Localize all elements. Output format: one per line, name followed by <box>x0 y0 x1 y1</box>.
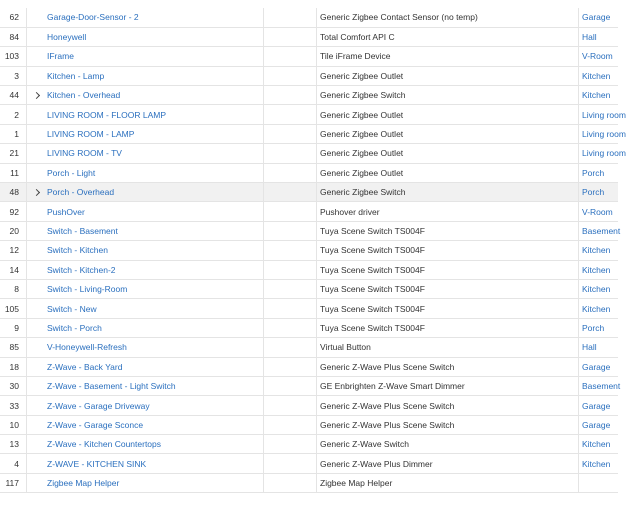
empty-cell <box>264 66 317 85</box>
device-id-cell <box>0 27 27 46</box>
device-type: Generic Zigbee Switch <box>320 187 406 198</box>
device-type: Generic Zigbee Outlet <box>320 109 404 120</box>
device-type-cell <box>317 221 579 240</box>
device-type: GE Enbrighten Z-Wave Smart Dimmer <box>320 381 465 392</box>
device-name-link[interactable]: Z-Wave - Garage Driveway <box>47 400 150 411</box>
empty-cell <box>264 338 317 357</box>
empty-cell <box>264 86 317 105</box>
device-room-cell <box>579 415 619 434</box>
empty-cell <box>264 299 317 318</box>
device-id: 62 <box>9 12 19 23</box>
device-id: 8 <box>14 284 19 295</box>
table-row[interactable] <box>0 144 618 163</box>
expand-cell <box>27 144 48 163</box>
device-id-cell <box>0 105 27 124</box>
device-id: 13 <box>9 439 19 450</box>
device-type-cell <box>317 318 579 337</box>
device-name-link[interactable]: Porch - Light <box>47 167 96 178</box>
device-room-link[interactable]: Porch <box>582 167 605 178</box>
device-id: 103 <box>4 51 19 62</box>
device-type-cell <box>317 376 579 395</box>
device-name-link[interactable]: LIVING ROOM - TV <box>47 148 122 159</box>
device-room-link[interactable]: Garage <box>582 419 611 430</box>
device-name-cell <box>47 454 264 473</box>
device-name-link[interactable]: Z-Wave - Basement - Light Switch <box>47 381 176 392</box>
device-id: 84 <box>9 32 19 43</box>
table-row[interactable] <box>0 124 618 143</box>
expand-cell <box>27 8 48 27</box>
device-id-cell <box>0 86 27 105</box>
device-name-link[interactable]: Zigbee Map Helper <box>47 478 120 489</box>
device-name-link[interactable]: LIVING ROOM - FLOOR LAMP <box>47 109 167 120</box>
device-name-link[interactable]: Switch - Basement <box>47 225 118 236</box>
empty-cell <box>264 318 317 337</box>
device-room-cell <box>579 279 619 298</box>
device-id-cell <box>0 396 27 415</box>
device-type: Generic Zigbee Contact Sensor (no temp) <box>320 12 478 23</box>
device-type-cell <box>317 105 579 124</box>
device-id-cell <box>0 66 27 85</box>
empty-cell <box>264 144 317 163</box>
device-type-cell <box>317 454 579 473</box>
expand-cell[interactable] <box>27 183 48 202</box>
device-name-cell <box>47 8 264 27</box>
device-type-cell <box>317 8 579 27</box>
device-room-cell <box>579 396 619 415</box>
device-room-cell <box>579 27 619 46</box>
table-row[interactable] <box>0 260 618 279</box>
expand-cell <box>27 221 48 240</box>
empty-cell <box>264 376 317 395</box>
expand-cell <box>27 454 48 473</box>
device-name-link[interactable]: Z-WAVE - KITCHEN SINK <box>47 458 147 469</box>
device-type-cell <box>317 357 579 376</box>
device-type-cell <box>317 435 579 454</box>
device-room-cell <box>579 8 619 27</box>
device-room-cell <box>579 318 619 337</box>
device-name-cell <box>47 376 264 395</box>
device-id-cell <box>0 415 27 434</box>
device-id-cell <box>0 318 27 337</box>
empty-cell <box>264 279 317 298</box>
device-type: Generic Z-Wave Plus Scene Switch <box>320 400 455 411</box>
device-room-link[interactable]: Garage <box>582 400 611 411</box>
device-name-cell <box>47 435 264 454</box>
device-name-link[interactable]: Kitchen - Overhead <box>47 90 121 101</box>
device-type-cell <box>317 47 579 66</box>
device-room-cell <box>579 357 619 376</box>
device-room-cell <box>579 66 619 85</box>
device-room-cell <box>579 241 619 260</box>
device-name-cell <box>47 221 264 240</box>
device-room-cell <box>579 105 626 124</box>
device-room-link[interactable]: Kitchen <box>582 90 611 101</box>
device-type: Generic Zigbee Outlet <box>320 129 404 140</box>
device-room-cell <box>579 202 619 221</box>
table-row[interactable] <box>0 473 618 492</box>
device-room-cell <box>579 473 619 492</box>
empty-cell <box>264 183 317 202</box>
device-name-link[interactable]: Porch - Overhead <box>47 187 115 198</box>
empty-cell <box>264 124 317 143</box>
device-room-link[interactable]: Living room <box>582 109 626 120</box>
device-type: Tuya Scene Switch TS004F <box>320 284 425 295</box>
device-type-cell <box>317 66 579 85</box>
expand-cell <box>27 47 48 66</box>
device-name-cell <box>47 415 264 434</box>
devices-table <box>0 8 626 493</box>
device-room-cell <box>579 47 619 66</box>
device-room-link[interactable]: Basement <box>582 381 621 392</box>
device-id-cell <box>0 357 27 376</box>
device-room-link[interactable]: Kitchen <box>582 303 611 314</box>
device-name-link[interactable]: LIVING ROOM - LAMP <box>47 129 135 140</box>
device-name-cell <box>47 86 264 105</box>
device-name-cell <box>47 202 264 221</box>
device-name-cell <box>47 47 264 66</box>
device-room-cell <box>579 435 619 454</box>
device-name-link[interactable]: Z-Wave - Back Yard <box>47 361 123 372</box>
empty-cell <box>264 260 317 279</box>
empty-cell <box>264 27 317 46</box>
table-row[interactable] <box>0 454 618 473</box>
device-name-link[interactable]: Z-Wave - Kitchen Countertops <box>47 439 162 450</box>
device-name-link[interactable]: Kitchen - Lamp <box>47 70 105 81</box>
device-name-link[interactable]: Switch - New <box>47 303 97 314</box>
table-row[interactable] <box>0 183 618 202</box>
device-id: 44 <box>9 90 19 101</box>
table-row[interactable] <box>0 8 618 27</box>
device-id: 117 <box>5 478 19 489</box>
table-row[interactable] <box>0 376 618 395</box>
device-name-cell <box>47 105 264 124</box>
device-room-link[interactable]: Living room <box>582 148 626 159</box>
table-row[interactable] <box>0 66 618 85</box>
device-room-link[interactable]: Kitchen <box>582 70 611 81</box>
device-type-cell <box>317 338 579 357</box>
device-room-cell <box>579 163 619 182</box>
device-type: Pushover driver <box>320 206 380 217</box>
device-type-cell <box>317 396 579 415</box>
device-name-link[interactable]: Switch - Living-Room <box>47 284 128 295</box>
device-id: 12 <box>9 245 19 256</box>
device-name-cell <box>47 279 264 298</box>
device-type: Tuya Scene Switch TS004F <box>320 303 425 314</box>
device-id-cell <box>0 279 27 298</box>
device-room-link[interactable]: Kitchen <box>582 458 611 469</box>
device-type-cell <box>317 86 579 105</box>
device-id: 92 <box>9 206 19 217</box>
device-room-link[interactable]: Kitchen <box>582 439 611 450</box>
expand-cell <box>27 279 48 298</box>
device-type: Generic Zigbee Outlet <box>320 148 404 159</box>
device-id: 3 <box>14 70 19 81</box>
device-id: 14 <box>9 264 19 275</box>
device-room-link[interactable]: Porch <box>582 187 605 198</box>
device-name-cell <box>47 241 264 260</box>
device-type-cell <box>317 299 579 318</box>
device-id-cell <box>0 435 27 454</box>
device-id-cell <box>0 338 27 357</box>
device-name-link[interactable]: Switch - Kitchen <box>47 245 108 256</box>
device-name-cell <box>47 144 264 163</box>
table-row[interactable] <box>0 396 618 415</box>
table-row[interactable] <box>0 202 618 221</box>
empty-cell <box>264 202 317 221</box>
device-name-cell <box>47 163 264 182</box>
device-room-link[interactable]: Garage <box>582 12 611 23</box>
empty-cell <box>264 221 317 240</box>
table-row[interactable] <box>0 163 618 182</box>
device-id-cell <box>0 221 27 240</box>
table-row[interactable] <box>0 338 618 357</box>
expand-cell <box>27 299 48 318</box>
table-row[interactable] <box>0 357 618 376</box>
device-id-cell <box>0 299 27 318</box>
devices-table-body <box>0 8 626 493</box>
device-type: Total Comfort API C <box>320 32 395 43</box>
device-room-link[interactable]: Living room <box>582 129 626 140</box>
empty-cell <box>264 163 317 182</box>
device-type: Generic Z-Wave Plus Dimmer <box>320 458 433 469</box>
device-type: Tuya Scene Switch TS004F <box>320 225 425 236</box>
expand-cell <box>27 260 48 279</box>
table-row[interactable] <box>0 47 618 66</box>
device-type: Virtual Button <box>320 342 371 353</box>
device-type-cell <box>317 473 579 492</box>
device-room-link[interactable]: Kitchen <box>582 284 611 295</box>
device-name-cell <box>47 124 264 143</box>
device-type: Tile iFrame Device <box>320 51 391 62</box>
chevron-right-icon[interactable] <box>32 92 39 99</box>
device-name-link[interactable]: V-Honeywell-Refresh <box>47 342 127 353</box>
device-id-cell <box>0 376 27 395</box>
table-row[interactable] <box>0 318 618 337</box>
device-id-cell <box>0 202 27 221</box>
empty-cell <box>264 105 317 124</box>
device-room-cell <box>579 183 619 202</box>
device-type-cell <box>317 163 579 182</box>
empty-cell <box>264 473 317 492</box>
device-type-cell <box>317 241 579 260</box>
device-room-cell <box>579 338 619 357</box>
device-type: Tuya Scene Switch TS004F <box>320 245 425 256</box>
expand-cell <box>27 357 48 376</box>
device-name-link[interactable]: Z-Wave - Garage Sconce <box>47 419 144 430</box>
device-type: Generic Zigbee Switch <box>320 90 406 101</box>
device-id: 85 <box>9 342 19 353</box>
table-row[interactable] <box>0 415 618 434</box>
device-name-cell <box>47 66 264 85</box>
device-name-link[interactable]: Switch - Kitchen-2 <box>47 264 116 275</box>
device-name-cell <box>47 27 264 46</box>
expand-cell[interactable] <box>27 86 48 105</box>
device-name-link[interactable]: IFrame <box>47 51 74 62</box>
device-room-cell <box>579 376 619 395</box>
device-room-cell <box>579 144 626 163</box>
empty-cell <box>264 396 317 415</box>
device-id: 11 <box>10 167 19 178</box>
device-id: 1 <box>14 129 19 140</box>
expand-cell <box>27 376 48 395</box>
device-name-cell <box>47 396 264 415</box>
device-room-link[interactable]: Hall <box>582 32 597 43</box>
device-type-cell <box>317 202 579 221</box>
table-row[interactable] <box>0 27 618 46</box>
device-name-cell <box>47 260 264 279</box>
device-id: 10 <box>9 419 19 430</box>
empty-cell <box>264 357 317 376</box>
empty-cell <box>264 8 317 27</box>
device-room-link[interactable]: Kitchen <box>582 245 611 256</box>
device-id-cell <box>0 8 27 27</box>
expand-cell <box>27 241 48 260</box>
expand-cell <box>27 318 48 337</box>
device-name-link[interactable]: Honeywell <box>47 32 87 43</box>
empty-cell <box>264 241 317 260</box>
device-type: Generic Zigbee Outlet <box>320 70 404 81</box>
device-id: 9 <box>14 322 19 333</box>
expand-cell <box>27 202 48 221</box>
device-id-cell <box>0 124 27 143</box>
device-room-link[interactable]: Garage <box>582 361 611 372</box>
chevron-right-icon[interactable] <box>32 189 39 196</box>
device-room-link[interactable]: Hall <box>582 342 597 353</box>
empty-cell <box>264 435 317 454</box>
device-name-link[interactable]: Switch - Porch <box>47 322 102 333</box>
expand-cell <box>27 27 48 46</box>
device-type: Generic Z-Wave Plus Scene Switch <box>320 419 455 430</box>
expand-cell <box>27 105 48 124</box>
device-room-link[interactable]: Kitchen <box>582 264 611 275</box>
device-type: Tuya Scene Switch TS004F <box>320 264 425 275</box>
device-name-cell <box>47 473 264 492</box>
device-room-cell <box>579 260 619 279</box>
device-id-cell <box>0 163 27 182</box>
device-id-cell <box>0 183 27 202</box>
device-name-cell <box>47 357 264 376</box>
device-type: Generic Zigbee Outlet <box>320 167 404 178</box>
expand-cell <box>27 163 48 182</box>
table-row[interactable] <box>0 86 618 105</box>
expand-cell <box>27 124 48 143</box>
device-type: Generic Z-Wave Plus Scene Switch <box>320 361 455 372</box>
device-type: Generic Z-Wave Switch <box>320 439 409 450</box>
device-type-cell <box>317 260 579 279</box>
device-id: 105 <box>4 303 19 314</box>
device-name-cell <box>47 299 264 318</box>
device-id-cell <box>0 260 27 279</box>
device-room-cell <box>579 221 619 240</box>
device-id-cell <box>0 454 27 473</box>
empty-cell <box>264 415 317 434</box>
table-row[interactable] <box>0 435 618 454</box>
device-id-cell <box>0 473 27 492</box>
device-room-cell <box>579 299 619 318</box>
expand-cell <box>27 473 48 492</box>
empty-cell <box>264 47 317 66</box>
device-room-cell <box>579 124 626 143</box>
expand-cell <box>27 338 48 357</box>
device-room-link[interactable]: V-Room <box>582 51 613 62</box>
device-id-cell <box>0 144 27 163</box>
device-type-cell <box>317 183 579 202</box>
device-id: 21 <box>9 148 19 159</box>
device-id: 20 <box>9 225 19 236</box>
device-room-link[interactable]: V-Room <box>582 206 613 217</box>
device-id: 30 <box>9 381 19 392</box>
device-type-cell <box>317 279 579 298</box>
device-id-cell <box>0 241 27 260</box>
table-row[interactable] <box>0 279 618 298</box>
device-name-cell <box>47 338 264 357</box>
device-id: 48 <box>9 187 19 198</box>
device-room-cell <box>579 454 619 473</box>
device-type-cell <box>317 415 579 434</box>
expand-cell <box>27 396 48 415</box>
device-room-cell <box>579 86 619 105</box>
device-name-link[interactable]: PushOver <box>47 206 85 217</box>
expand-cell <box>27 415 48 434</box>
device-type: Tuya Scene Switch TS004F <box>320 322 425 333</box>
expand-cell <box>27 66 48 85</box>
device-type-cell <box>317 144 579 163</box>
device-type: Zigbee Map Helper <box>320 478 393 489</box>
table-row[interactable] <box>0 105 618 124</box>
device-name-cell <box>47 318 264 337</box>
device-id: 2 <box>14 109 19 120</box>
device-id: 4 <box>14 458 19 469</box>
device-id: 33 <box>9 400 19 411</box>
device-type-cell <box>317 124 579 143</box>
table-row[interactable] <box>0 299 618 318</box>
expand-cell <box>27 435 48 454</box>
device-room-link[interactable]: Porch <box>582 322 605 333</box>
table-row[interactable] <box>0 241 618 260</box>
device-room-link[interactable]: Basement <box>582 225 621 236</box>
device-name-cell <box>47 183 264 202</box>
empty-cell <box>264 454 317 473</box>
table-row[interactable] <box>0 221 618 240</box>
device-id: 18 <box>9 361 19 372</box>
device-name-link[interactable]: Garage-Door-Sensor - 2 <box>47 12 139 23</box>
device-type-cell <box>317 27 579 46</box>
device-id-cell <box>0 47 27 66</box>
